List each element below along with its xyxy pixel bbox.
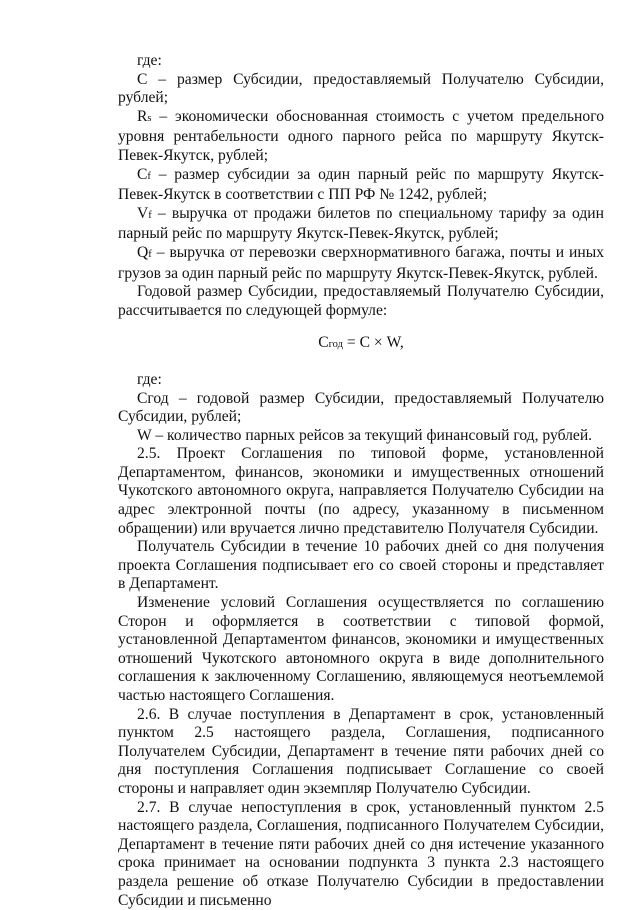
paragraph-vf-definition	[118, 205, 604, 244]
paragraph-cgod-definition: Сгод – годовой размер Субсидии, предоставляемый Получателю Субсидии, рублей;	[118, 389, 604, 426]
formula-lhs-subscript: год	[328, 339, 343, 351]
symbol-cf-subscript: f	[147, 170, 151, 182]
rs-text: – экономически обоснованная стоимость с учетом предельного уровня рентабельности одного парного рейса по маршруту Якутск-Певек-Якутск, рублей;	[118, 107, 604, 164]
paragraph-cf-definition	[118, 166, 604, 205]
symbol-qf-subscript: f	[148, 248, 152, 260]
paragraph-c-definition: С – размер Субсидии, предоставляемый Получателю Субсидии, рублей;	[118, 70, 604, 107]
symbol-rs-subscript: s	[147, 112, 152, 124]
paragraph-recipient-signs: Получатель Субсидии в течение 10 рабочих дней со дня получения проекта Соглашения подписывает его со своей стороны и представляет в Департамент.	[118, 538, 604, 593]
paragraph-qf-definition	[118, 244, 604, 283]
paragraph-where-2: где:	[137, 370, 162, 388]
paragraph-2-5: 2.5. Проект Соглашения по типовой форме, установленной Департаментом, финансов, экономики и имущественных отношений Чукотского автономного округа, направляется Получателю Субсидии на адрес электронной почты (по адресу, указанному в письменном обращении) или вручается лично представителю Получателя Субсидии.	[118, 445, 604, 537]
symbol-vf: V	[137, 204, 149, 222]
vf-text: – выручка от продажи билетов по специальному тарифу за один парный рейс по маршруту Якутск-Певек-Якутск, рублей;	[118, 204, 604, 243]
paragraph-2-6: 2.6. В случае поступления в Департамент в срок, установленный пунктом 2.5 настоящего раздела, Соглашения, подписанного Получателем Субсидии, Департамент в течение пяти рабочих дней со дня поступления Соглашения подписывает Соглашение со своей стороны и направляет один экземпляр Получателю Субсидии.	[118, 705, 604, 797]
paragraph-annual-subsidy: Годовой размер Субсидии, предоставляемый Получателю Субсидии, рассчитывается по следующей формуле:	[118, 283, 604, 319]
formula-rhs: = С × W,	[342, 334, 404, 352]
paragraph-rs-definition	[118, 108, 604, 166]
formula-annual-subsidy	[118, 334, 604, 355]
qf-text: – выручка от перевозки сверхнормативного багажа, почты и иных грузов за один парный рейс по маршруту Якутск-Певек-Якутск, рублей.	[118, 243, 604, 282]
cf-text: – размер субсидии за один парный рейс по маршруту Якутск-Певек-Якутск в соответствии с ПП РФ № 1242, рублей;	[118, 165, 604, 204]
formula-lhs: С	[318, 334, 329, 352]
paragraph-where-1: где:	[137, 52, 162, 69]
paragraph-w-definition: W – количество парных рейсов за текущий финансовый год, рублей.	[137, 426, 593, 444]
document-body	[118, 52, 604, 910]
symbol-rs: R	[137, 107, 148, 125]
symbol-qf: Q	[137, 243, 149, 261]
paragraph-agreement-change: Изменение условий Соглашения осуществляется по соглашению Сторон и оформляется в соответствии с типовой формой, установленной Департаментом финансов, экономики и имущественных отношений Чукотского автономного округа в виде дополнительного соглашения к заключенному Соглашению, являющемуся неотъемлемой частью настоящего Соглашения.	[118, 594, 604, 704]
symbol-cf: С	[137, 165, 148, 183]
paragraph-2-7: 2.7. В случае непоступления в срок, установленный пунктом 2.5 настоящего раздела, Соглашения, подписанного Получателем Субсидии, Департамент в течение пяти рабочих дней со дня истечение указанного срока принимает на основании подпункта 3 пункта 2.3 настоящего раздела решение об отказе Получателю Субсидии в предоставлении Субсидии и письменно	[118, 798, 604, 909]
symbol-vf-subscript: f	[148, 209, 152, 221]
